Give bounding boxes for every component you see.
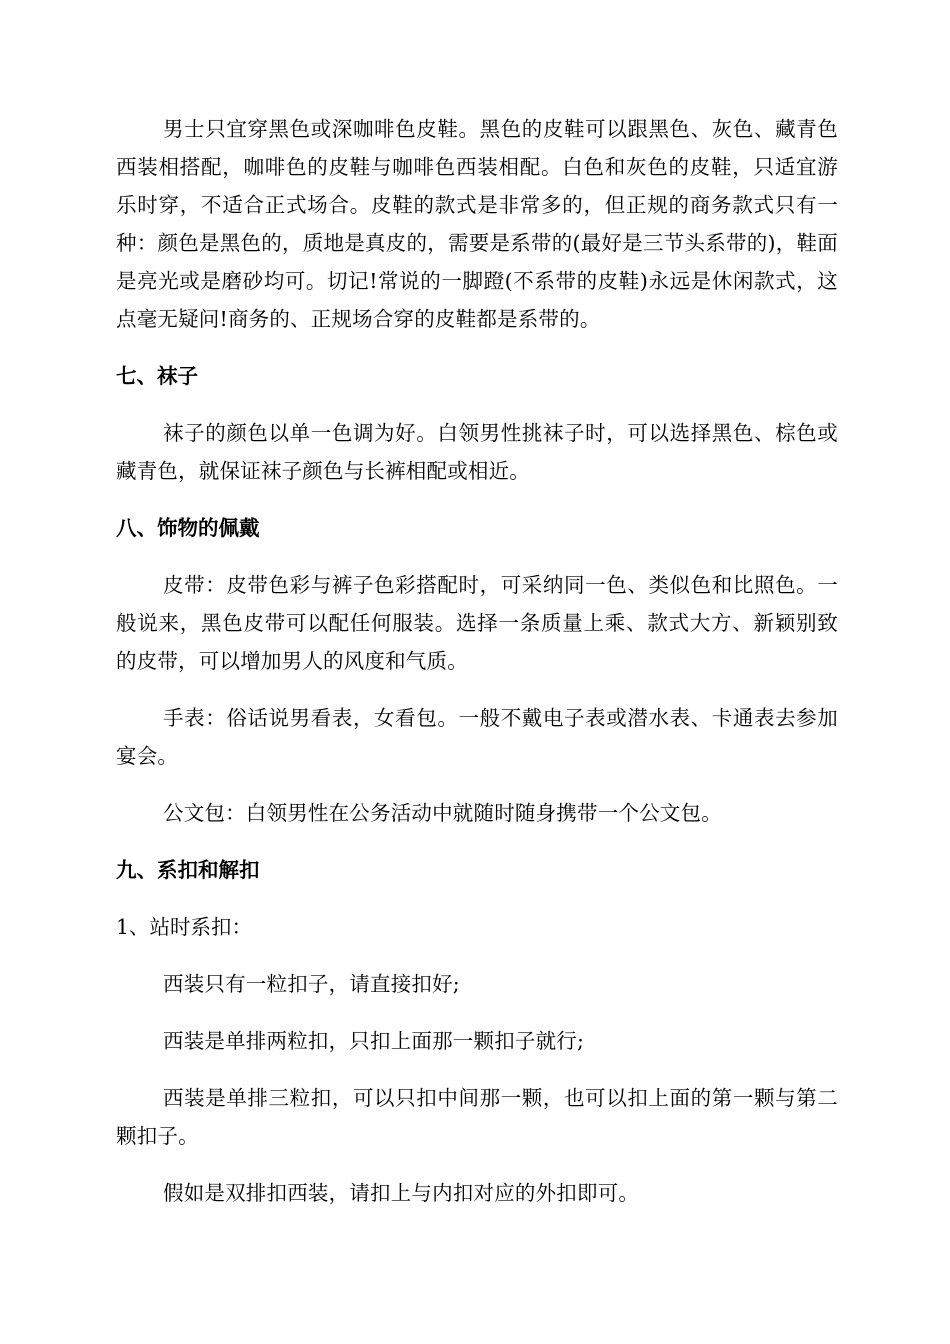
subheading-standing-buttoning: 1、站时系扣： bbox=[116, 915, 253, 939]
paragraph-two-buttons: 西装是单排两粒扣，只扣上面那一颗扣子就行; bbox=[163, 1029, 585, 1053]
section-heading-socks: 七、袜子 bbox=[116, 364, 198, 388]
paragraph-one-button: 西装只有一粒扣子，请直接扣好; bbox=[163, 972, 460, 996]
paragraph-double-breasted: 假如是双排扣西装，请扣上与内扣对应的外扣即可。 bbox=[163, 1181, 640, 1205]
paragraph-briefcase: 公文包：白领男性在公务活动中就随时随身携带一个公文包。 bbox=[163, 801, 722, 825]
paragraph-watch: 手表：俗话说男看表，女看包。一般不戴电子表或潜水表、卡通表去参加宴会。 bbox=[116, 706, 838, 768]
paragraph-socks: 袜子的颜色以单一色调为好。白领男性挑袜子时，可以选择黑色、棕色或藏青色，就保证袜子颜色与长裤相配或相近。 bbox=[116, 421, 838, 483]
paragraph-belt: 皮带：皮带色彩与裤子色彩搭配时，可采纳同一色、类似色和比照色。一般说来，黑色皮带可以配任何服装。选择一条质量上乘、款式大方、新颖别致的皮带，可以增加男人的风度和气质。 bbox=[116, 573, 838, 673]
section-heading-buttoning: 九、系扣和解扣 bbox=[116, 858, 260, 882]
document-page bbox=[116, 110, 838, 1231]
paragraph-three-buttons: 西装是单排三粒扣，可以只扣中间那一颗，也可以扣上面的第一颗与第二颗扣子。 bbox=[116, 1086, 838, 1148]
section-heading-accessories: 八、饰物的佩戴 bbox=[116, 516, 260, 540]
paragraph-leather-shoes: 男士只宜穿黑色或深咖啡色皮鞋。黑色的皮鞋可以跟黑色、灰色、藏青色西装相搭配，咖啡色的皮鞋与咖啡色西装相配。白色和灰色的皮鞋，只适宜游乐时穿，不适合正式场合。皮鞋的款式是非常多的，但正规的商务款式只有一种：颜色是黑色的，质地是真皮的，需要是系带的(最好是三节头系带的)，鞋面是亮光或是磨砂均可。切记!常说的一脚蹬(不系带的皮鞋)永远是休闲款式，这点毫无疑问!商务的、正规场合穿的皮鞋都是系带的。 bbox=[116, 117, 838, 331]
